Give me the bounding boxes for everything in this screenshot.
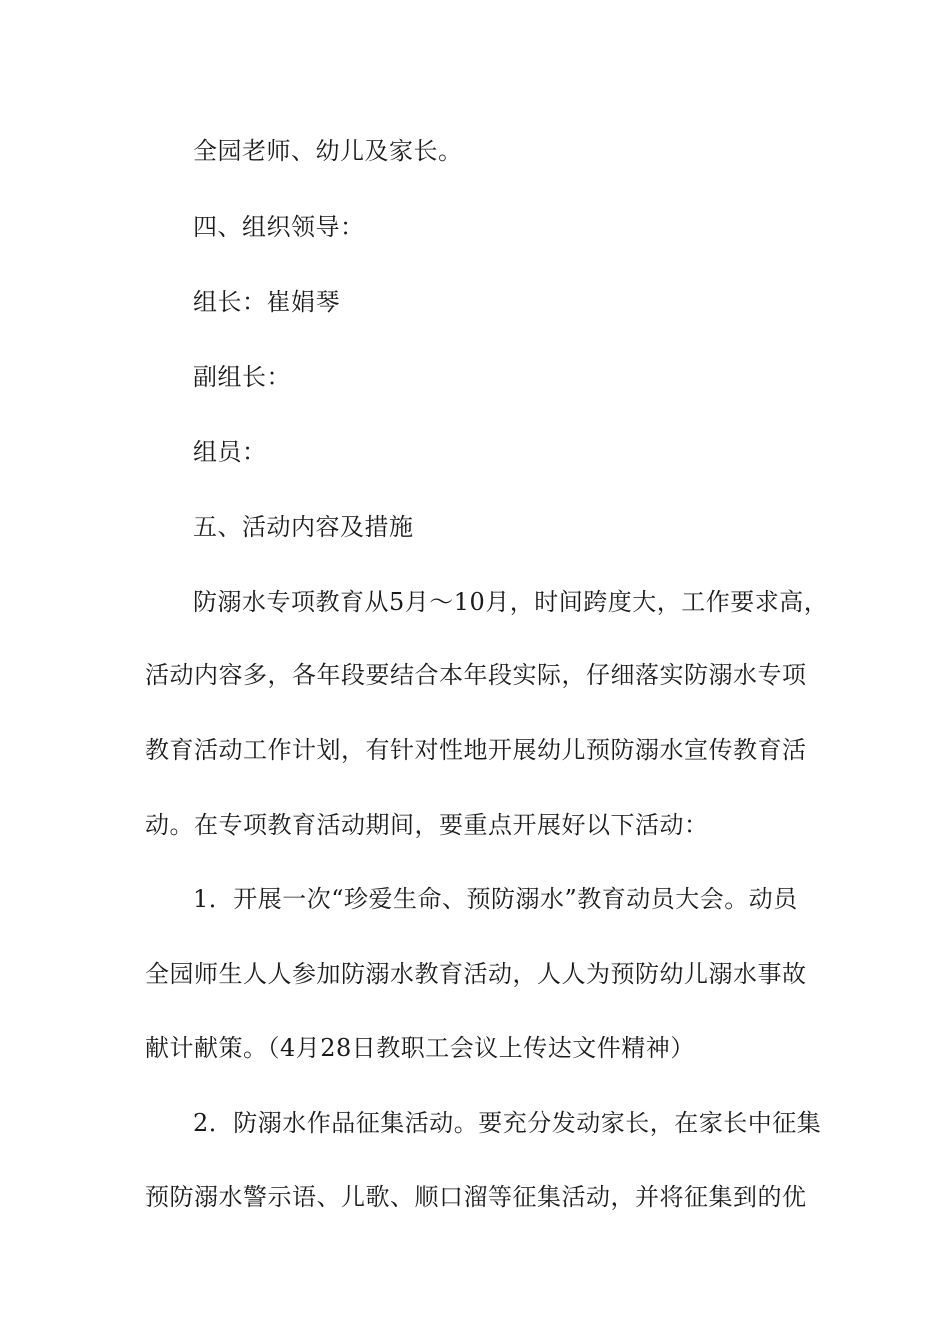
section-heading: 五、活动内容及措施: [193, 513, 414, 541]
paragraph-line: 1．开展一次“珍爱生命、预防溺水”教育动员大会。动员: [193, 885, 798, 913]
text-line: 组员：: [193, 438, 267, 466]
paragraph-line: 活动内容多，各年段要结合本年段实际，仔细落实防溺水专项: [145, 661, 807, 689]
paragraph-line: 2．防溺水作品征集活动。要充分发动家长，在家长中征集: [193, 1109, 822, 1137]
text-line: 副组长：: [193, 363, 291, 391]
paragraph-line: 预防溺水警示语、儿歌、顺口溜等征集活动，并将征集到的优: [145, 1183, 807, 1211]
text-line: 组长：崔娟琴: [193, 288, 340, 316]
paragraph-line: 全园师生人人参加防溺水教育活动，人人为预防幼儿溺水事故: [145, 960, 807, 988]
paragraph-line: 教育活动工作计划，有针对性地开展幼儿预防溺水宣传教育活: [145, 736, 807, 764]
text-line: 全园老师、幼儿及家长。: [193, 137, 463, 165]
section-heading: 四、组织领导：: [193, 213, 365, 241]
paragraph-line: 动。在专项教育活动期间，要重点开展好以下活动：: [145, 811, 709, 839]
paragraph-line: 防溺水专项教育从5月～10月，时间跨度大，工作要求高，: [193, 588, 829, 616]
paragraph-line: 献计献策。（4月28日教职工会议上传达文件精神）: [145, 1034, 695, 1062]
